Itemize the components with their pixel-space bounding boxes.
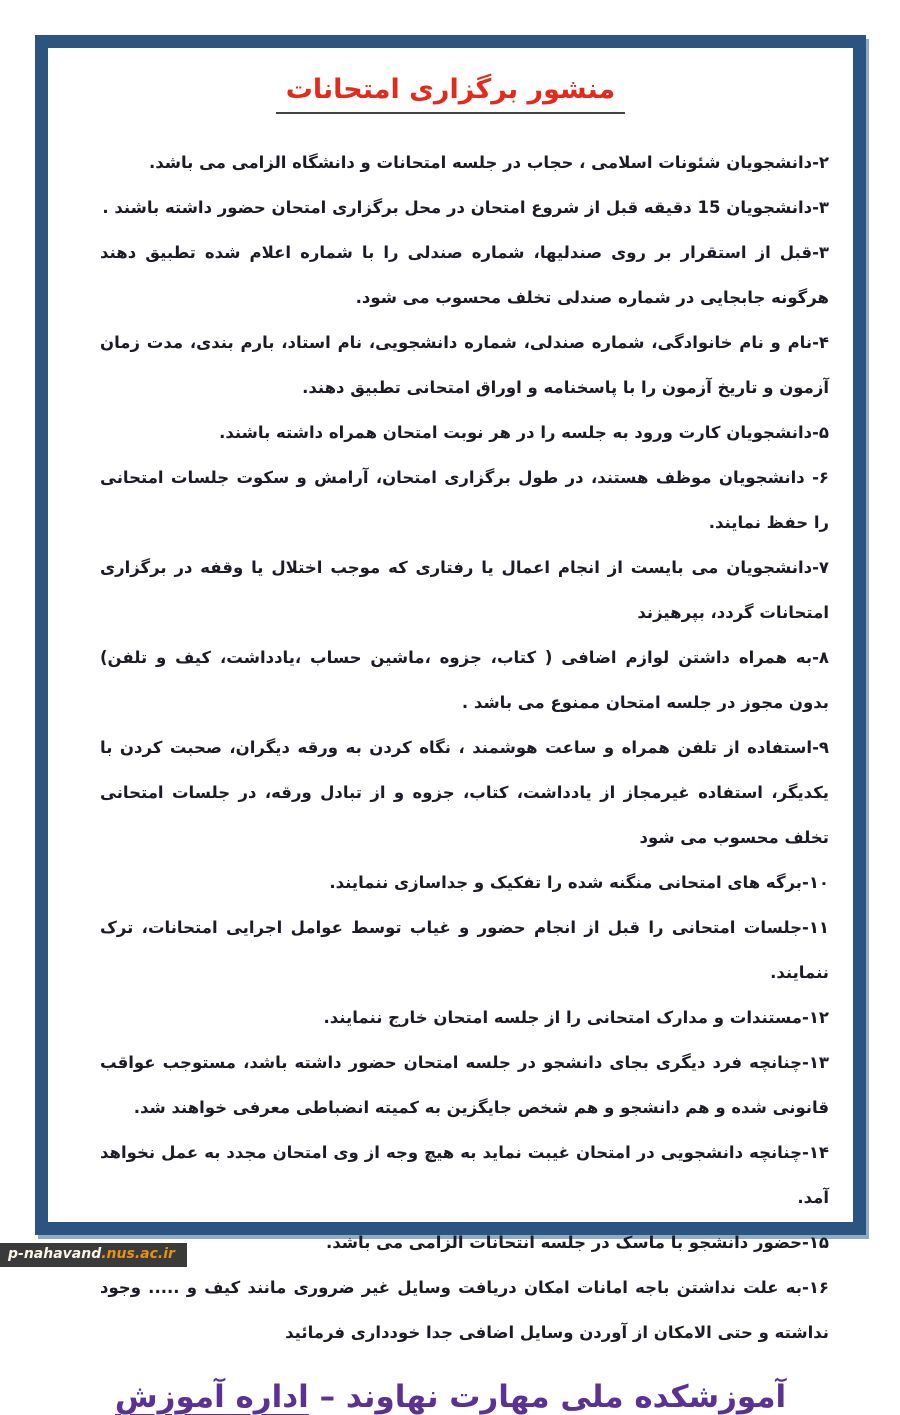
rule-item-15: ۱۵-حضور دانشجو با ماسک در جلسه انتحانات الزامی می باشد. [325, 1233, 829, 1252]
rule-item-4: ۴-نام و نام خانوادگی، شماره صندلی، شماره دانشجویی، نام استاد، بارم بندی، مدت زمان آزمون و تاریخ آزمون را با پاسخنامه و اوراق امتحانی تطبیق دهند. [100, 333, 829, 397]
rule-item-14: ۱۴-چنانچه دانشجویی در امتحان غیبت نماید به هیچ وجه از وی امتحان مجدد به عمل نخواهد آمد. [100, 1143, 829, 1207]
rule-item-2: ۲-دانشجویان شئونات اسلامی ، حجاب در جلسه امتحانات و دانشگاه الزامی می باشد. [148, 153, 829, 172]
rule-item-11: ۱۱-جلسات امتحانی را قبل از انجام حضور و غیاب توسط عوامل اجرایی امتحانات، ترک ننمایند. [100, 918, 829, 982]
rule-item-13: ۱۳-چنانچه فرد دیگری بجای دانشجو در جلسه امتحان حضور داشته باشد، مستوجب عواقب قانونی شده و هم دانشجو و هم شخص جایگزین به کمیته انضباطی معرفی خواهند شد. [100, 1053, 829, 1117]
footer-signature [48, 1379, 853, 1415]
rules-list [48, 114, 853, 1355]
watermark-badge [0, 1243, 187, 1267]
rule-item-3: ۳-دانشجویان 15 دقیقه قبل از شروع امتحان در محل برگزاری امتحان حضور داشته باشند . [102, 198, 829, 217]
watermark-domain-suffix: .nus.ac.ir [101, 1246, 175, 1262]
rule-item-5: ۵-دانشجویان کارت ورود به جلسه را در هر نوبت امتحان همراه داشته باشند. [219, 423, 829, 442]
page-title: منشور برگزاری امتحانات [276, 74, 625, 114]
rule-item-12: ۱۲-مستندات و مدارک امتحانی را از جلسه امتحان خارج ننمایند. [323, 1008, 829, 1027]
title-container [48, 74, 853, 114]
watermark-site-name: p-nahavand [8, 1246, 102, 1262]
rule-item-16: ۱۶-به علت نداشتن باجه امانات امکان دریافت وسایل غیر ضروری مانند کیف و ..... وجود نداشته و حتی الامکان از آوردن وسایل اضافی جدا خودداری فرمائید [100, 1278, 829, 1342]
rule-item-10: ۱۰-برگه های امتحانی منگنه شده را تفکیک و جداسازی ننمایند. [329, 873, 829, 892]
footer-department-name: اداره آموزش [114, 1379, 309, 1415]
footer-institute-name: آموزشکده ملی مهارت نهاوند – [308, 1379, 787, 1415]
rule-item-9: ۹-استفاده از تلفن همراه و ساعت هوشمند ، نگاه کردن به ورقه دیگران، صحبت کردن با یکدیگر، استفاده غیرمجاز از یادداشت، کتاب، جزوه و از تبادل ورقه، در جلسات امتحانی تخلف محسوب می شود [100, 738, 829, 847]
rule-item-8: ۸-به همراه داشتن لوازم اضافی ( کتاب، جزوه ،ماشین حساب ،یادداشت، کیف و تلفن) بدون مجوز در جلسه امتحان ممنوع می باشد . [100, 648, 829, 712]
rule-item-6: ۶- دانشجویان موظف هستند، در طول برگزاری امتحان، آرامش و سکوت جلسات امتحانی را حفظ نمایند. [100, 468, 829, 532]
rule-item-3b: ۳-قبل از استقرار بر روی صندلیها، شماره صندلی را با شماره اعلام شده تطبیق دهند هرگونه جابجایی در شماره صندلی تخلف محسوب می شود. [100, 243, 829, 307]
rule-item-7: ۷-دانشجویان می بایست از انجام اعمال یا رفتاری که موجب اختلال یا وقفه در برگزاری امتحانات گردد، بپرهیزند [100, 558, 829, 622]
